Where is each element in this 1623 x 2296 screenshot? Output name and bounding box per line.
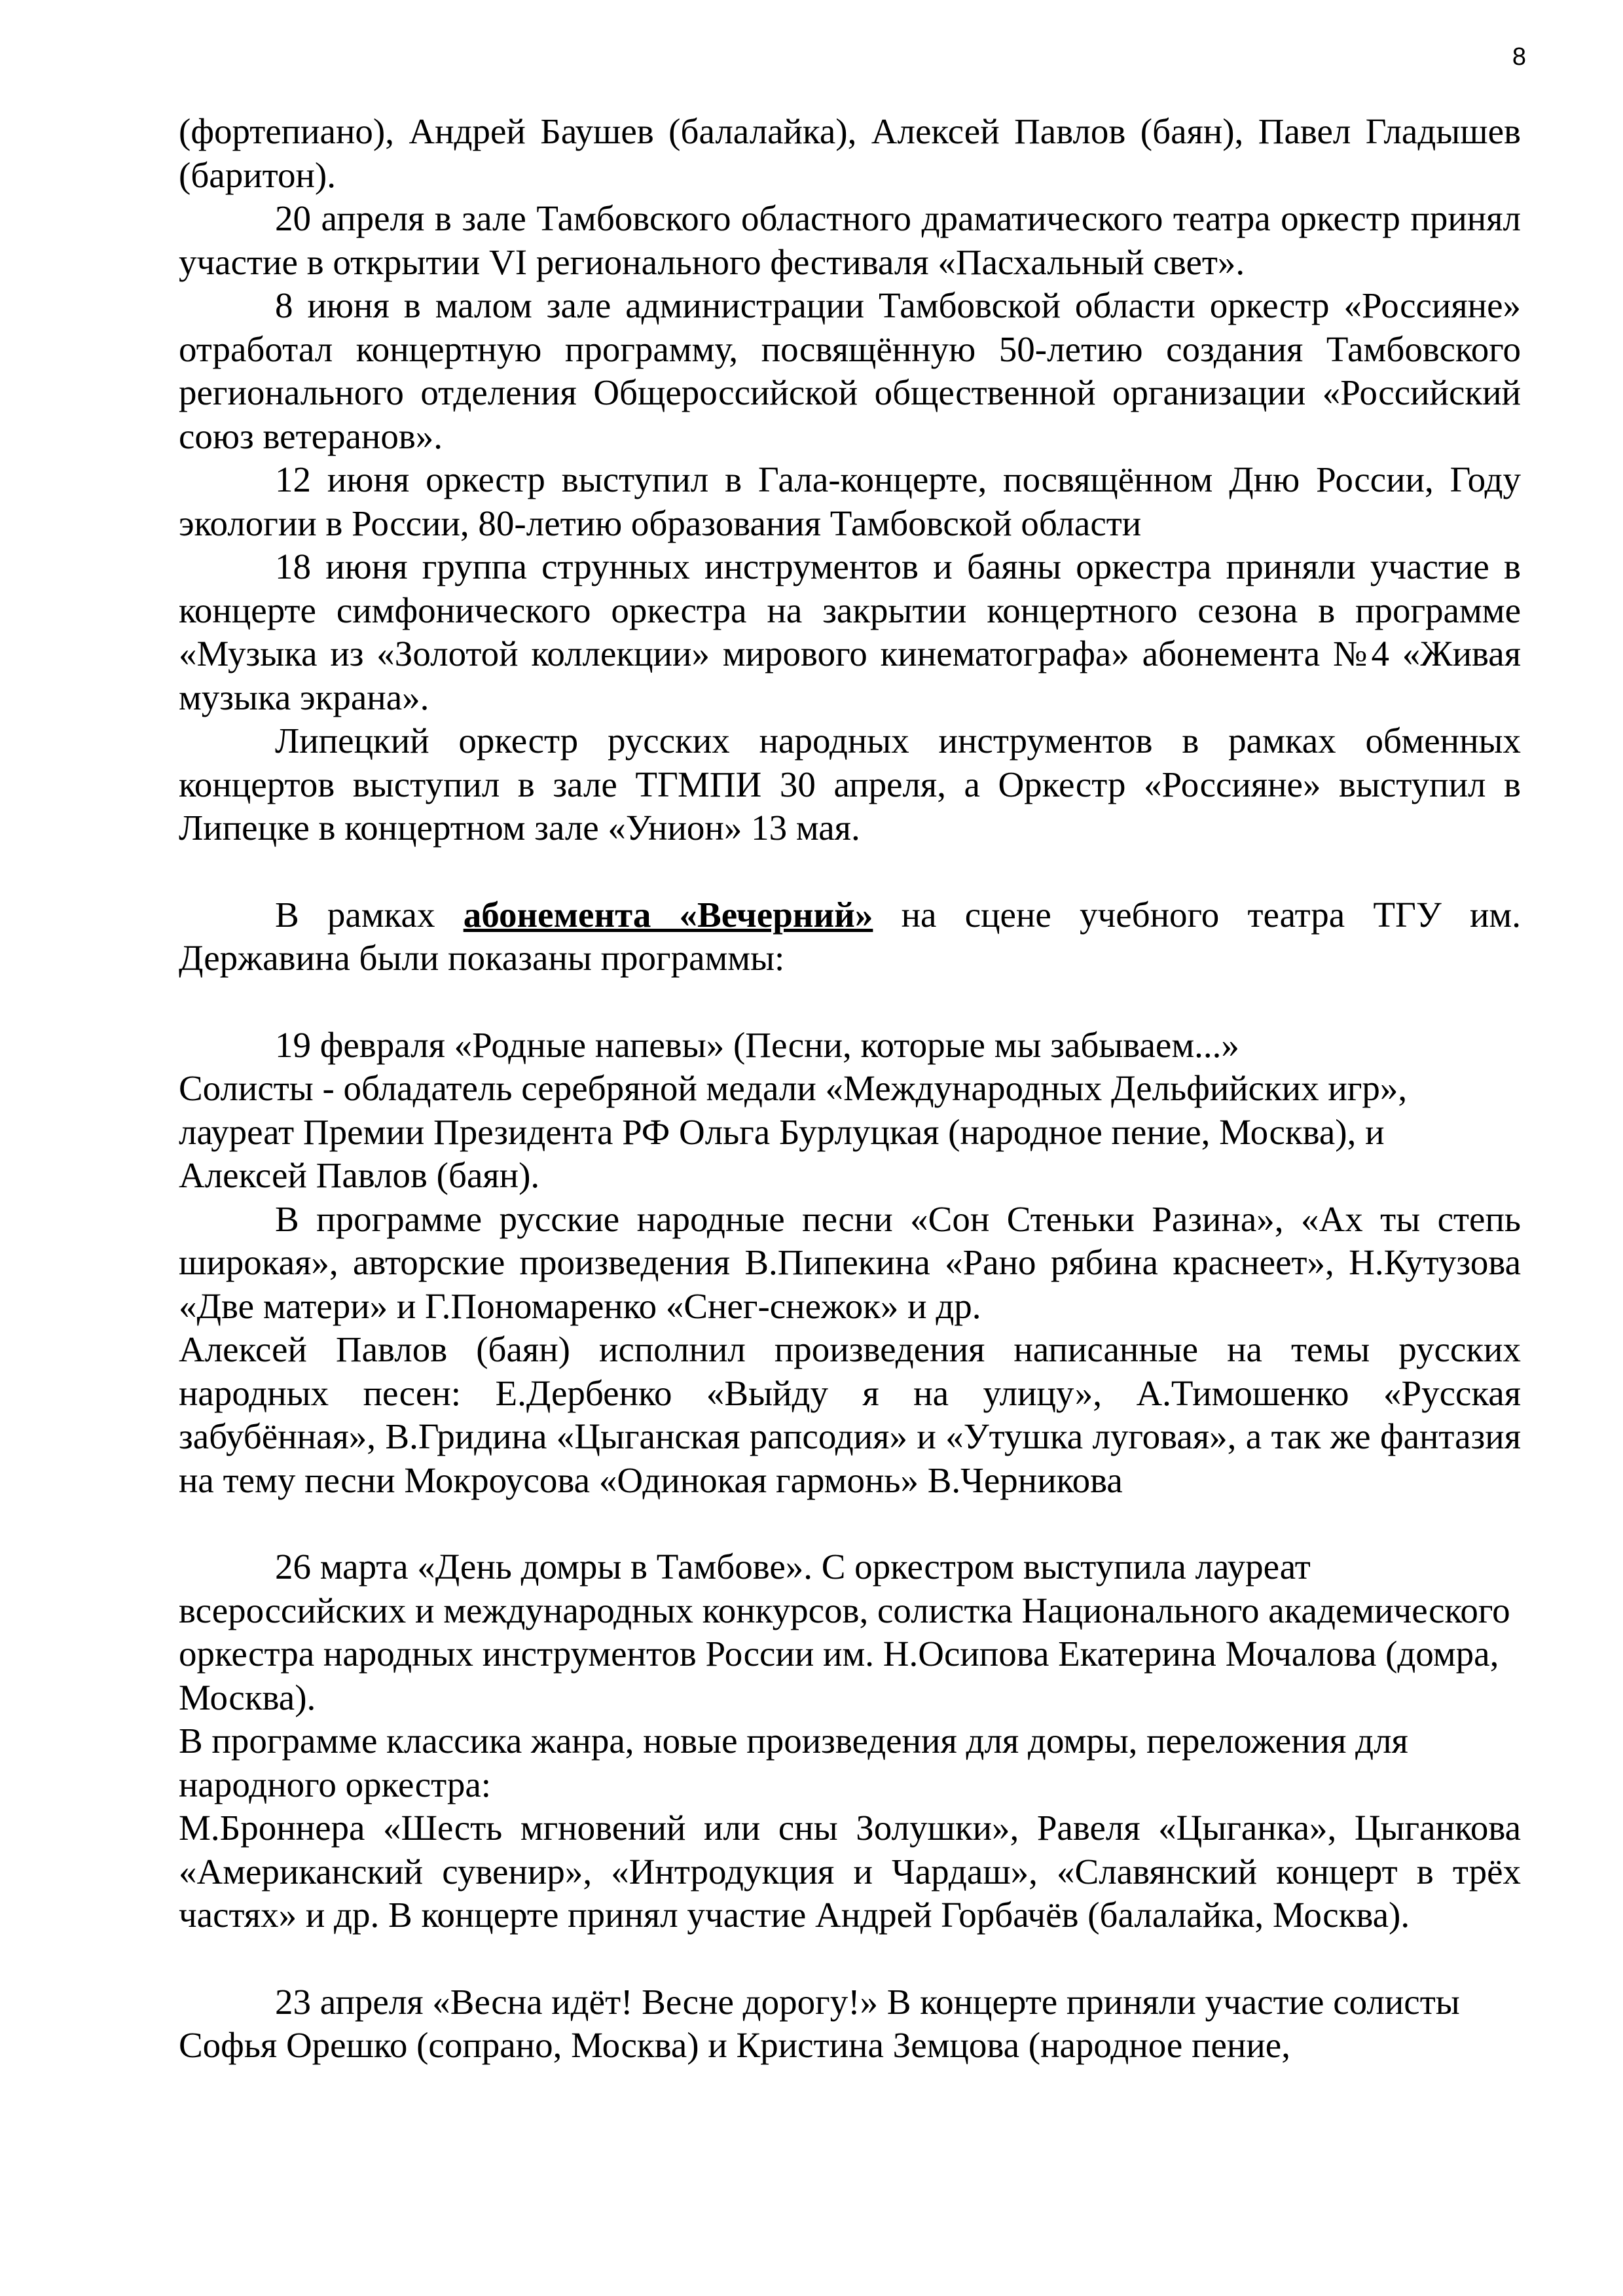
paragraph-evening-subscription: [179, 893, 1521, 980]
paragraph-march-26-works: М.Броннера «Шесть мгновений или сны Золушки», Равеля «Цыганка», Цыганкова «Американский сувенир», «Интродукция и Чардаш», «Славянский концерт в трёх частях» и др. В концерте принял участие Андрей Горбачёв (балалайка, Москва).: [179, 1808, 1521, 1935]
paragraph-april-23: 23 апреля «Весна идёт! Весне дорогу!» В концерте приняли участие солисты Софья Орешко (сопрано, Москва) и Кристина Земцова (народное пение,: [179, 1981, 1460, 2065]
spacer: [179, 980, 1521, 1024]
text-segment: на сцене учебного театра ТГУ им. Державина были показаны программы:: [179, 894, 1521, 978]
document-body: [179, 110, 1521, 2068]
paragraph-soloists-list: (фортепиано), Андрей Баушев (балалайка), Алексей Павлов (баян), Павел Гладышев (баритон).: [179, 111, 1521, 195]
paragraph-june-18: 18 июня группа струнных инструментов и баяны оркестра приняли участие в концерте симфонического оркестра на закрытии концертного сезона в программе «Музыка из «Золотой коллекции» мирового кинематографа» абонемента №4 «Живая музыка экрана».: [179, 547, 1521, 717]
paragraph-lipetsk-exchange: Липецкий оркестр русских народных инструментов в рамках обменных концертов выступил в зале ТГМПИ 30 апреля, а Оркестр «Россияне» выступил в Липецке в концертном зале «Унион» 13 мая.: [179, 721, 1521, 848]
paragraph-feb-19-program: В программе русские народные песни «Сон Стеньки Разина», «Ах ты степь широкая», авторские произведения В.Пипекина «Рано рябина краснеет», Н.Кутузова «Две матери» и Г.Пономаренко «Снег-снежок» и др.: [179, 1198, 1521, 1326]
paragraph-april-20: 20 апреля в зале Тамбовского областного драматического театра оркестр принял участие в открытии VI регионального фестиваля «Пасхальный свет».: [179, 198, 1521, 282]
text-segment: В рамках: [275, 894, 464, 935]
paragraph-june-12: 12 июня оркестр выступил в Гала-концерте, посвящённом Дню России, Году экологии в России, 80-летию образования Тамбовской области: [179, 459, 1521, 543]
paragraph-march-26: 26 марта «День домры в Тамбове». С оркестром выступила лауреат всероссийских и международных конкурсов, солистка Национального академического оркестра народных инструментов России им. Н.Осипова Екатерина Мочалова (домра, Москва).: [179, 1547, 1510, 1717]
paragraph-feb-19-soloists: Солисты - обладатель серебряной медали «Международных Дельфийских игр», лауреат Премии Президента РФ Ольга Бурлуцкая (народное пение, Москва), и Алексей Павлов (баян).: [179, 1068, 1408, 1195]
paragraph-june-8: 8 июня в малом зале администрации Тамбовской области оркестр «Россияне» отработал концертную программу, посвящённую 50-летию создания Тамбовского регионального отделения Общероссийской общественной организации «Российский союз ветеранов».: [179, 285, 1521, 456]
spacer: [179, 1937, 1521, 1981]
spacer: [179, 1502, 1521, 1545]
subscription-title: абонемента «Вечерний»: [463, 894, 873, 935]
page-number: 8: [1512, 43, 1526, 71]
paragraph-march-26-program: В программе классика жанра, новые произведения для домры, переложения для народного оркестра:: [179, 1721, 1408, 1804]
spacer: [179, 850, 1521, 893]
paragraph-feb-19: 19 февраля «Родные напевы» (Песни, которые мы забываем...»: [275, 1024, 1239, 1065]
paragraph-feb-19-bayan: Алексей Павлов (баян) исполнил произведения написанные на темы русских народных песен: Е.Дербенко «Выйду я на улицу», А.Тимошенко «Русская забубённая», В.Гридина «Цыганская рапсодия» и «Утушка луговая», а так же фантазия на тему песни Мокроусова «Одинокая гармонь» В.Черникова: [179, 1329, 1521, 1500]
